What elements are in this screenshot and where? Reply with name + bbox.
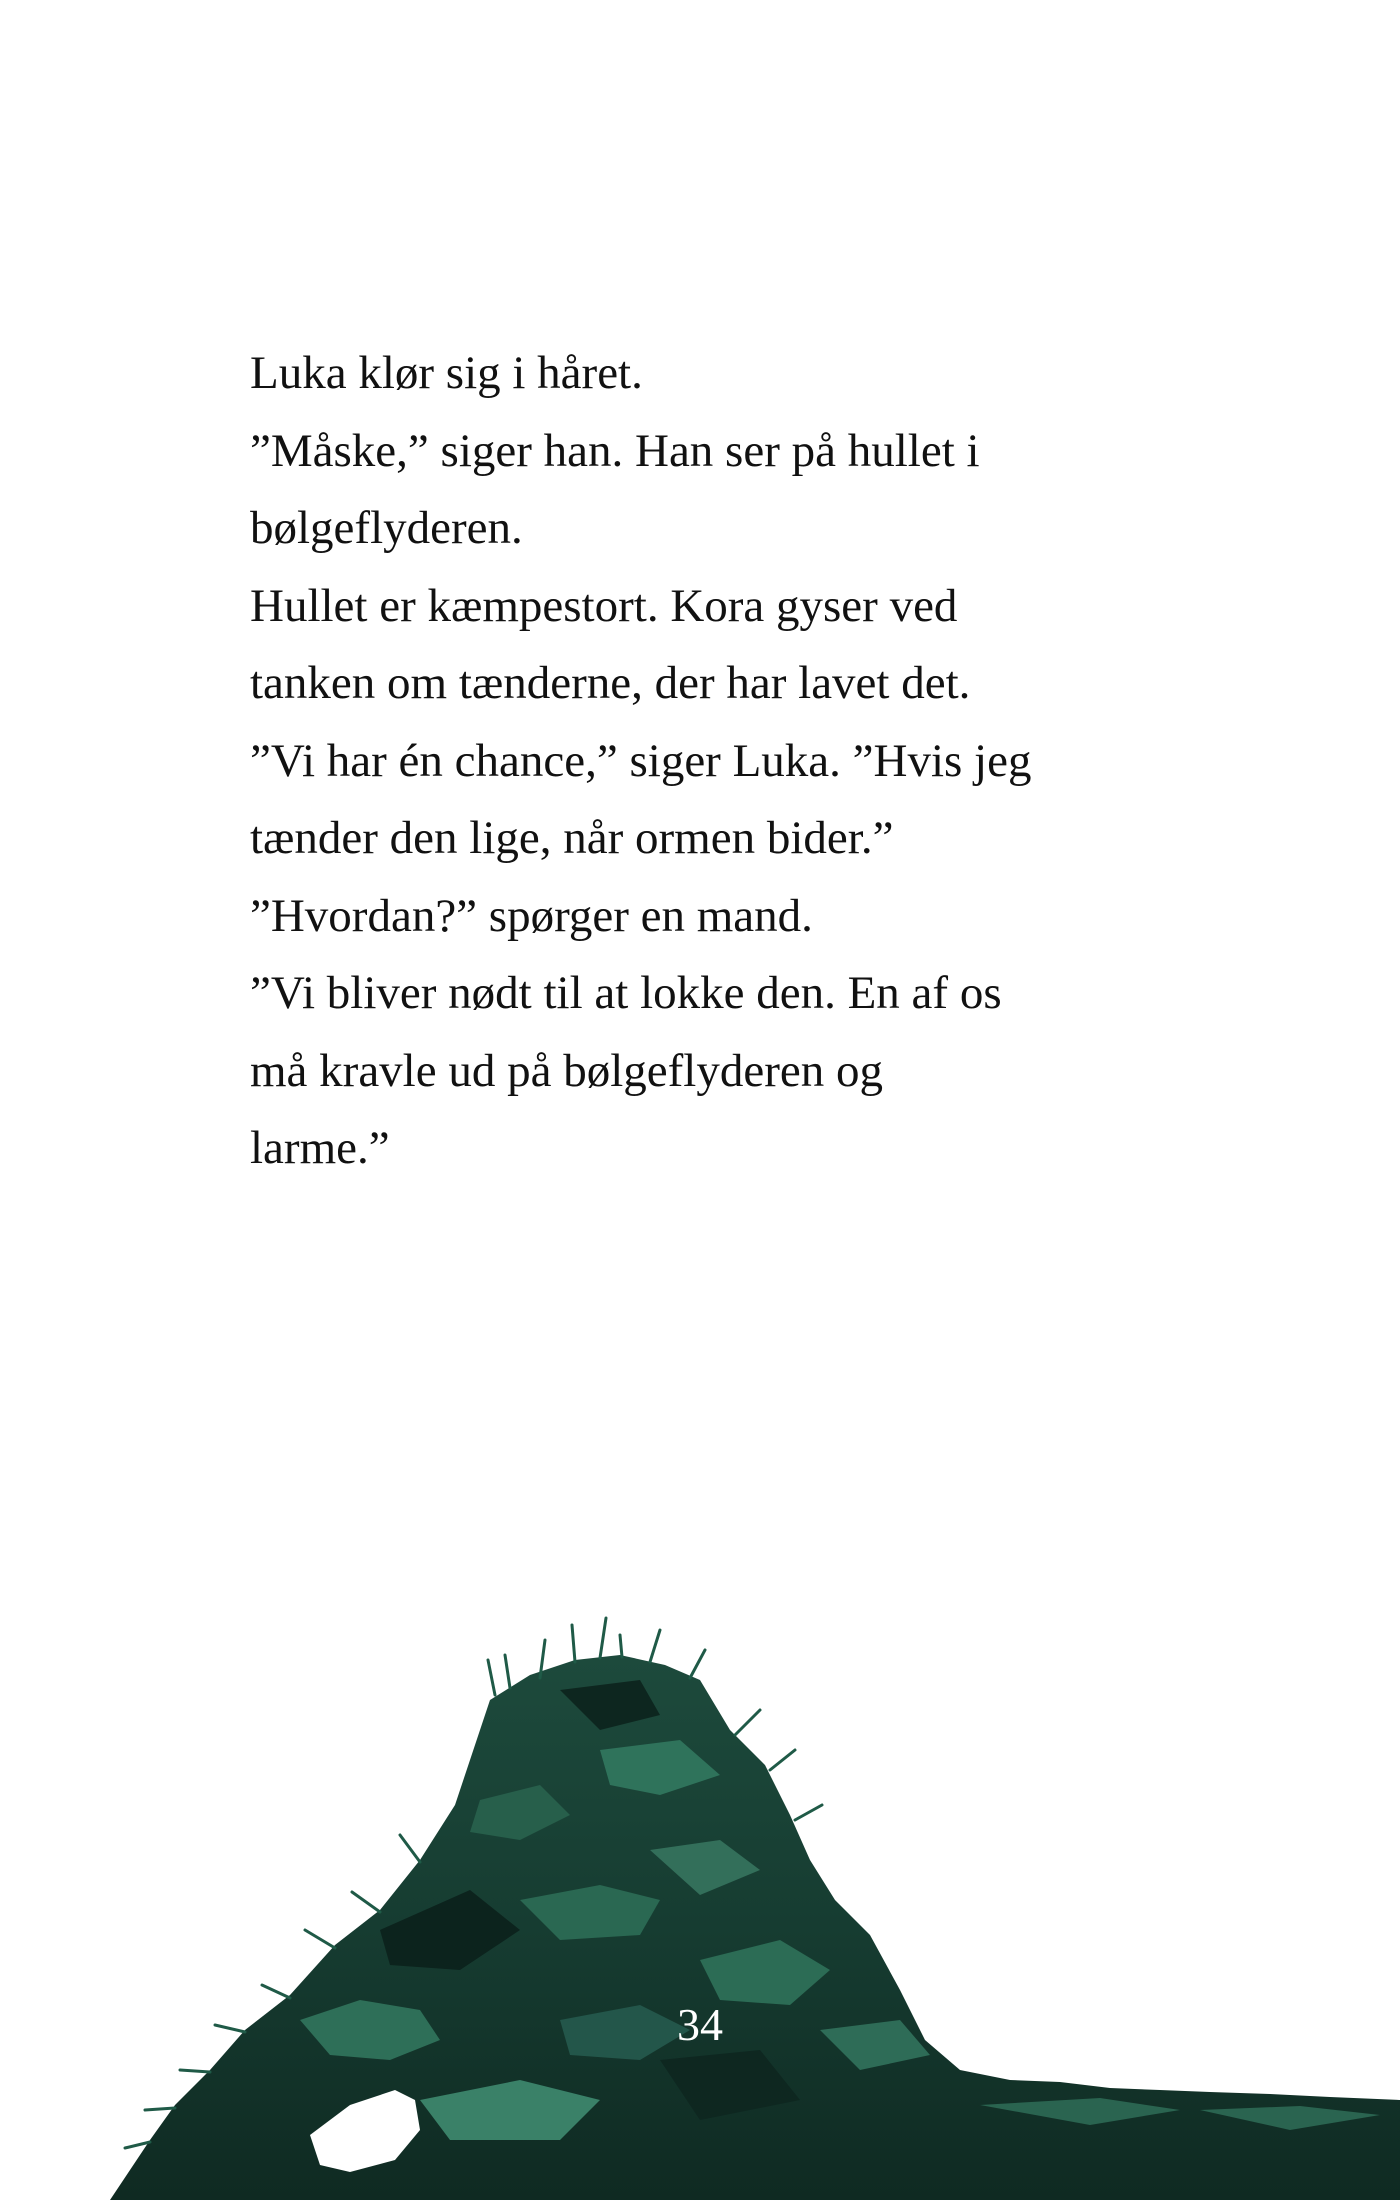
grassy-rock-illustration-icon [0,1600,1400,2200]
text-line: Luka klør sig i håret. [250,347,643,399]
page-number: 34 [677,1999,723,2050]
text-line: Hullet er kæmpestort. Kora gyser ved [250,579,958,632]
body-text [250,335,1200,1188]
text-line: ”Hvordan?” spørger en mand. [250,889,813,942]
text-line: må kravle ud på bølgeflyderen og [250,1044,883,1097]
text-line: ”Måske,” siger han. Han ser på hullet i [250,424,980,477]
text-line: larme.” [250,1122,390,1174]
text-line: tanken om tænderne, der har lavet det. [250,657,971,709]
text-line: ”Vi bliver nødt til at lokke den. En af os [250,967,1002,1019]
text-line: bølgeflyderen. [250,502,523,554]
text-line: tænder den lige, når ormen bider.” [250,812,894,864]
text-line: ”Vi har én chance,” siger Luka. ”Hvis jeg [250,734,1032,787]
